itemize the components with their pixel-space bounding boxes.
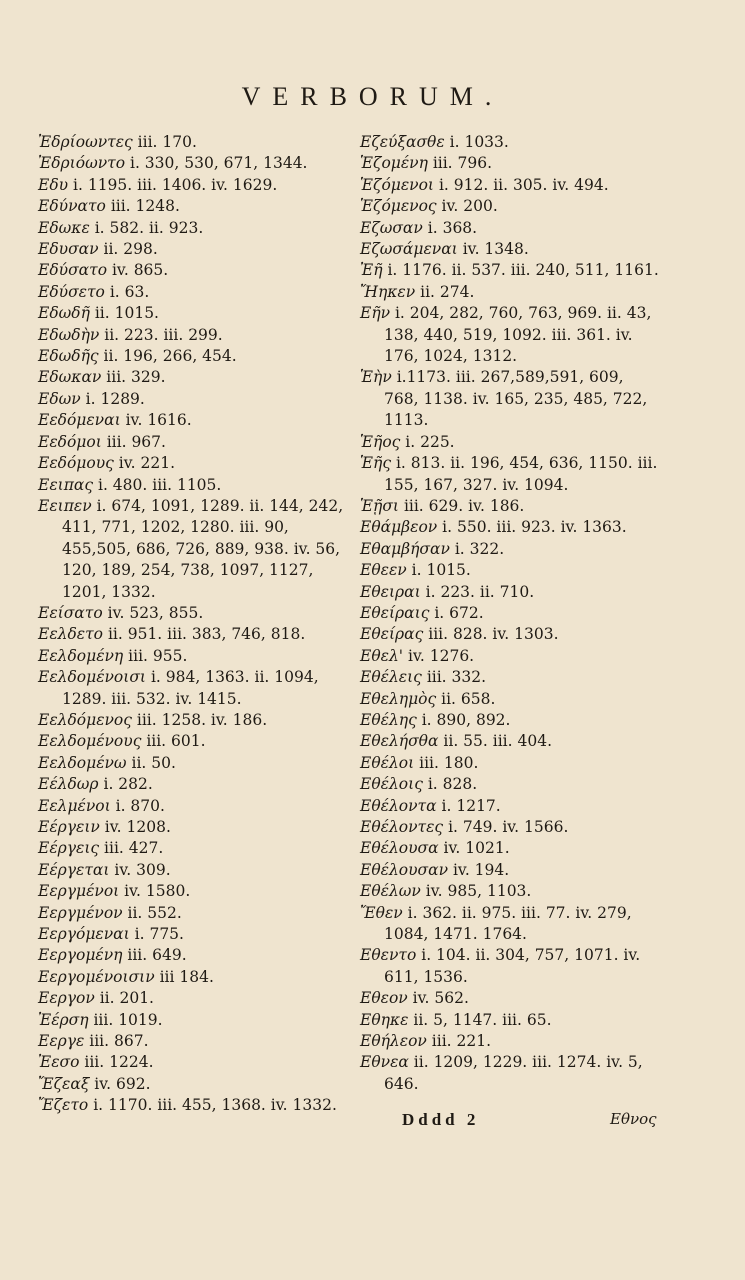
index-entry (38, 453, 356, 474)
index-entry (38, 924, 356, 945)
entry-headword: Εδωκε (38, 218, 90, 237)
index-entry (360, 432, 660, 453)
entry-references: i. 775. (134, 925, 184, 944)
entry-references: i. 1033. (449, 133, 509, 151)
index-entry (38, 389, 356, 410)
index-entry (360, 646, 660, 667)
entry-references: iii. 649. (127, 946, 187, 965)
index-entry (360, 945, 660, 988)
entry-references: i. 368. (427, 218, 478, 237)
entry-headword: Εέργεις (38, 839, 100, 858)
entry-references: iii. 629. iv. 186. (403, 496, 525, 515)
entry-headword: Εθέλεις (360, 668, 422, 687)
entry-references: iii. 1258. iv. 186. (136, 710, 268, 729)
entry-headword: Ἑζόμενος (360, 197, 437, 216)
index-entry (38, 860, 356, 881)
entry-headword: Ἔζεαξ (38, 1074, 90, 1093)
entry-references: i.1173. iii. 267,589,591, 609, 768, 1138. iv. 165, 235, 485, 722, 1113. (384, 368, 648, 430)
entry-references: iv. 1616. (125, 411, 192, 430)
index-entry (360, 689, 660, 710)
index-entry (360, 903, 660, 946)
index-entry (38, 367, 356, 388)
entry-headword: Εειπας (38, 475, 94, 494)
entry-headword: Εῆν (360, 304, 391, 323)
entry-references: ii. 274. (420, 282, 475, 301)
entry-references: i. 1170. iii. 455, 1368. iv. 1332. (93, 1096, 337, 1115)
index-entry (360, 560, 660, 581)
entry-references: iii. 1224. (84, 1053, 154, 1072)
entry-references: i. 225. (405, 432, 455, 451)
entry-headword: Εθελήσθα (360, 732, 439, 751)
entry-references: i. 550. iii. 923. iv. 1363. (442, 518, 627, 537)
index-entry (38, 132, 356, 153)
index-entry (360, 710, 660, 731)
entry-headword: Εθαμβήσαν (360, 539, 450, 558)
index-entry (38, 967, 356, 988)
entry-references: iv. 1348. (462, 240, 529, 259)
entry-headword: Εδωδὴν (38, 325, 100, 344)
entry-references: iv. 523, 855. (107, 603, 204, 622)
entry-headword: Εέργεται (38, 860, 110, 879)
index-entry (38, 603, 356, 624)
entry-headword: Ἤηκεν (360, 282, 416, 301)
index-entry (38, 346, 356, 367)
entry-references: iii. 332. (426, 668, 487, 687)
index-entry (38, 475, 356, 496)
entry-references: iii. 170. (137, 133, 197, 151)
entry-references: iv. 562. (412, 989, 469, 1008)
entry-references: ii. 223. iii. 299. (104, 325, 223, 344)
entry-references: iii. 796. (432, 154, 493, 173)
index-entry (360, 624, 660, 645)
entry-headword: Εζωσάμεναι (360, 240, 458, 259)
index-entry (38, 817, 356, 838)
index-entry (360, 838, 660, 859)
entry-headword: Εελδομένους (38, 732, 142, 751)
index-entry (38, 218, 356, 239)
index-entry (360, 753, 660, 774)
index-entry (38, 1031, 356, 1052)
entry-references: i. 63. (109, 282, 150, 301)
entry-headword: Εεργομένοισιν (38, 967, 155, 986)
entry-references: i. 749. iv. 1566. (448, 818, 569, 836)
entry-references: ii. 1015. (94, 304, 159, 323)
entry-headword: Εθνεα (360, 1053, 409, 1072)
entry-headword: Εδωδῆς (38, 347, 99, 366)
index-entry (360, 817, 660, 838)
index-entry (360, 860, 660, 881)
index-entry (38, 667, 356, 710)
entry-headword: Εθέλων (360, 882, 421, 901)
entry-references: i. 672. (434, 603, 484, 622)
index-entry (360, 988, 660, 1009)
entry-references: iv. 200. (441, 197, 498, 216)
entry-references: i. 330, 530, 671, 1344. (129, 154, 308, 173)
entry-references: iii. 828. iv. 1303. (428, 625, 559, 644)
entry-headword: Εελδετο (38, 625, 104, 644)
entry-headword: Ἐδρίοωντες (38, 133, 133, 151)
index-entry (360, 303, 660, 367)
index-entry (360, 731, 660, 752)
entry-references: iii. 427. (104, 839, 164, 858)
entry-headword: Εζωσαν (360, 218, 423, 237)
entry-references: i. 480. iii. 1105. (97, 475, 222, 494)
entry-headword: Εζεύξασθε (360, 133, 445, 151)
index-entry (360, 603, 660, 624)
entry-headword: Εέργειν (38, 818, 100, 836)
entry-references: i. 582. ii. 923. (94, 218, 204, 237)
entry-references: iii. 221. (431, 1032, 492, 1051)
entry-headword: Εεδόμεναι (38, 411, 121, 430)
entry-references: iv. 221. (118, 454, 175, 473)
index-entry (38, 196, 356, 217)
entry-references: iv. 865. (111, 261, 169, 280)
entry-references: ii. 552. (127, 903, 182, 922)
entry-references: iii. 180. (419, 753, 479, 772)
index-entry (360, 453, 660, 496)
entry-references: iv. 1580. (124, 882, 191, 901)
index-entry (38, 282, 356, 303)
entry-headword: Ἐεσο (38, 1053, 80, 1072)
entry-headword: Ἐδριόωντο (38, 154, 126, 173)
entry-headword: Εειπεν (38, 496, 92, 515)
entry-references: i. 282. (103, 775, 153, 794)
entry-headword: Εθεντο (360, 946, 417, 965)
entry-references: ii. 658. (441, 689, 496, 708)
entry-references: iv. 692. (94, 1074, 151, 1093)
entry-headword: Ἔθεν (360, 903, 403, 922)
entry-references: iii. 967. (106, 432, 166, 451)
index-entry (38, 175, 356, 196)
entry-references: ii. 5, 1147. iii. 65. (413, 1010, 552, 1029)
entry-references: i. 674, 1091, 1289. ii. 144, 242, 411, 771, 1202, 1280. iii. 90, 455,505, 686, 726, 889, 938. iv. 56, 120, 189, 254, 738, 1097, 1127, 1201, 1332. (62, 496, 344, 601)
index-entry (38, 153, 356, 174)
index-entry (38, 432, 356, 453)
index-entry (360, 774, 660, 795)
entry-headword: Εδυ (38, 175, 69, 194)
entry-headword: Ἔζετο (38, 1096, 89, 1115)
index-entry (38, 410, 356, 431)
entry-references: i. 890, 892. (421, 710, 511, 729)
index-entry (360, 260, 660, 281)
entry-headword: Εεργόμεναι (38, 925, 130, 944)
entry-headword: Εείσατο (38, 603, 103, 622)
entry-references: i. 104. ii. 304, 757, 1071. iv. 611, 1536. (384, 946, 641, 986)
entry-headword: Εεργε (38, 1032, 85, 1051)
index-entry (38, 988, 356, 1009)
entry-references: i. 1195. iii. 1406. iv. 1629. (73, 175, 278, 194)
index-entry (360, 175, 660, 196)
entry-headword: Εεργον (38, 989, 95, 1008)
entry-headword: Εθεεν (360, 561, 407, 580)
entry-references: iii. 867. (89, 1032, 149, 1051)
index-entry (38, 881, 356, 902)
entry-references: iv. 985, 1103. (425, 882, 532, 901)
index-entry (38, 710, 356, 731)
index-entry (38, 774, 356, 795)
entry-references: i. 828. (427, 775, 478, 794)
entry-headword: Εδύνατο (38, 197, 106, 216)
entry-references: ii. 951. iii. 383, 746, 818. (107, 625, 306, 644)
entry-references: i. 204, 282, 760, 763, 969. ii. 43, 138, 440, 519, 1092. iii. 361. iv. 176, 1024, 1312. (384, 304, 652, 366)
entry-references: ii. 201. (99, 989, 154, 1008)
entry-headword: Εθηκε (360, 1010, 409, 1029)
entry-references: iv. 194. (452, 860, 510, 879)
index-entry (360, 196, 660, 217)
entry-headword: Εθάμβεον (360, 518, 438, 537)
index-entry (360, 582, 660, 603)
entry-headword: Εελδομένοισι (38, 668, 147, 687)
entry-headword: Εθέλουσαν (360, 860, 449, 879)
page-heading: VERBORUM. (241, 82, 504, 111)
index-entry (38, 1010, 356, 1031)
entry-headword: Ἑζομένη (360, 154, 428, 173)
entry-headword: Εθέλοντες (360, 818, 444, 836)
index-entry (38, 753, 356, 774)
entry-headword: Εθέλουσα (360, 839, 439, 858)
entry-headword: Εδυσαν (38, 240, 99, 259)
index-entry (360, 218, 660, 239)
index-entry (38, 624, 356, 645)
entry-headword: Ἑῆος (360, 432, 401, 451)
entry-references: ii. 298. (103, 240, 158, 259)
entry-references: i. 813. ii. 196, 454, 636, 1150. iii. 155, 167, 327. iv. 1094. (384, 454, 658, 494)
entry-headword: Εθείρας (360, 625, 424, 644)
index-entry (38, 260, 356, 281)
entry-references: i. 1015. (411, 561, 471, 580)
entry-headword: Εεργμένον (38, 903, 123, 922)
entry-headword: Εθέλοντα (360, 796, 437, 815)
entry-headword: Ἐέρση (38, 1010, 89, 1029)
catchword: Εθνος (610, 1110, 657, 1128)
entry-headword: Εεδόμους (38, 454, 114, 473)
entry-references: iii. 1248. (110, 197, 180, 216)
index-entry (360, 796, 660, 817)
index-entry (360, 132, 660, 153)
index-entry (38, 646, 356, 667)
entry-headword: Εδων (38, 389, 81, 408)
index-entry (360, 282, 660, 303)
entry-headword: Εελδόμενος (38, 710, 132, 729)
index-entry (360, 153, 660, 174)
entry-headword: Εθέλης (360, 710, 417, 729)
entry-references: ii. 50. (131, 753, 176, 772)
index-entry (38, 496, 356, 603)
entry-headword: Εθέλοι (360, 753, 415, 772)
entry-headword: Εελμένοι (38, 796, 111, 815)
index-entry (38, 325, 356, 346)
entry-headword: Εθέλοις (360, 775, 423, 794)
entry-references: iii 184. (159, 967, 214, 986)
index-entry (360, 239, 660, 260)
entry-headword: Εθήλεον (360, 1032, 427, 1051)
entry-references: i. 1289. (85, 389, 145, 408)
entry-references: iii. 955. (128, 646, 188, 665)
entry-headword: Εθελ' (360, 646, 404, 665)
entry-headword: Εεδόμοι (38, 432, 102, 451)
entry-headword: Εθελημὸς (360, 689, 437, 708)
index-entry (360, 539, 660, 560)
index-entry (360, 667, 660, 688)
entry-headword: Ἐῆ (360, 261, 383, 280)
entry-headword: Εελδομένη (38, 646, 124, 665)
entry-references: iii. 329. (106, 368, 166, 387)
entry-references: iv. 1276. (408, 646, 475, 665)
index-entry (38, 945, 356, 966)
index-entry (38, 903, 356, 924)
entry-references: i. 1217. (441, 796, 501, 815)
entry-headword: Εδωκαν (38, 368, 102, 387)
entry-headword: Εελδομένω (38, 753, 127, 772)
entry-references: iv. 1021. (443, 839, 510, 858)
entry-headword: Εδύσετο (38, 282, 105, 301)
entry-references: i. 362. ii. 975. iii. 77. iv. 279, 1084, 1471. 1764. (384, 903, 632, 944)
entry-headword: Εδύσατο (38, 261, 108, 280)
entry-headword: Εέλδωρ (38, 775, 99, 794)
entry-headword: Ἑῆς (360, 454, 392, 473)
entry-headword: Εδωδῆ (38, 304, 90, 323)
index-entry (38, 838, 356, 859)
index-entry (360, 496, 660, 517)
entry-references: i. 984, 1363. ii. 1094, 1289. iii. 532. iv. 1415. (62, 668, 319, 708)
entry-headword: Εεργομένη (38, 946, 123, 965)
entry-headword: Ἑῇσι (360, 496, 399, 515)
index-entry (38, 1074, 356, 1095)
index-entry (38, 1052, 356, 1073)
entry-references: ii. 1209, 1229. iii. 1274. iv. 5, 646. (384, 1053, 643, 1093)
entry-headword: Εθείραις (360, 603, 430, 622)
entry-references: ii. 55. iii. 404. (443, 732, 552, 751)
entry-references: i. 870. (115, 796, 165, 815)
entry-headword: Εεργμένοι (38, 882, 120, 901)
entry-references: iv. 1208. (104, 818, 171, 836)
entry-references: i. 223. ii. 710. (425, 582, 535, 601)
index-entry (360, 1010, 660, 1031)
index-entry (38, 1095, 356, 1116)
entry-headword: Εθειραι (360, 582, 421, 601)
index-entry (360, 1031, 660, 1052)
index-entry (38, 796, 356, 817)
entry-references: iii. 601. (146, 732, 206, 751)
index-entry (38, 731, 356, 752)
entry-references: i. 322. (454, 539, 505, 558)
entry-references: i. 1176. ii. 537. iii. 240, 511, 1161. (387, 261, 659, 280)
entry-references: i. 912. ii. 305. iv. 494. (438, 175, 609, 194)
entry-references: ii. 196, 266, 454. (103, 347, 237, 366)
entry-headword: Εθεον (360, 989, 408, 1008)
left-column (38, 132, 356, 1117)
index-entry (360, 367, 660, 431)
index-entry (360, 1052, 660, 1095)
index-entry (38, 303, 356, 324)
signature-mark: Dddd 2 (402, 1110, 480, 1129)
entry-headword: Ἑζόμενοι (360, 175, 434, 194)
entry-headword: Ἑὴν (360, 368, 392, 387)
entry-references: iii. 1019. (93, 1010, 163, 1029)
index-entry (360, 881, 660, 902)
index-entry (38, 239, 356, 260)
entry-references: iv. 309. (114, 860, 171, 879)
right-column (360, 132, 660, 1095)
index-entry (360, 517, 660, 538)
